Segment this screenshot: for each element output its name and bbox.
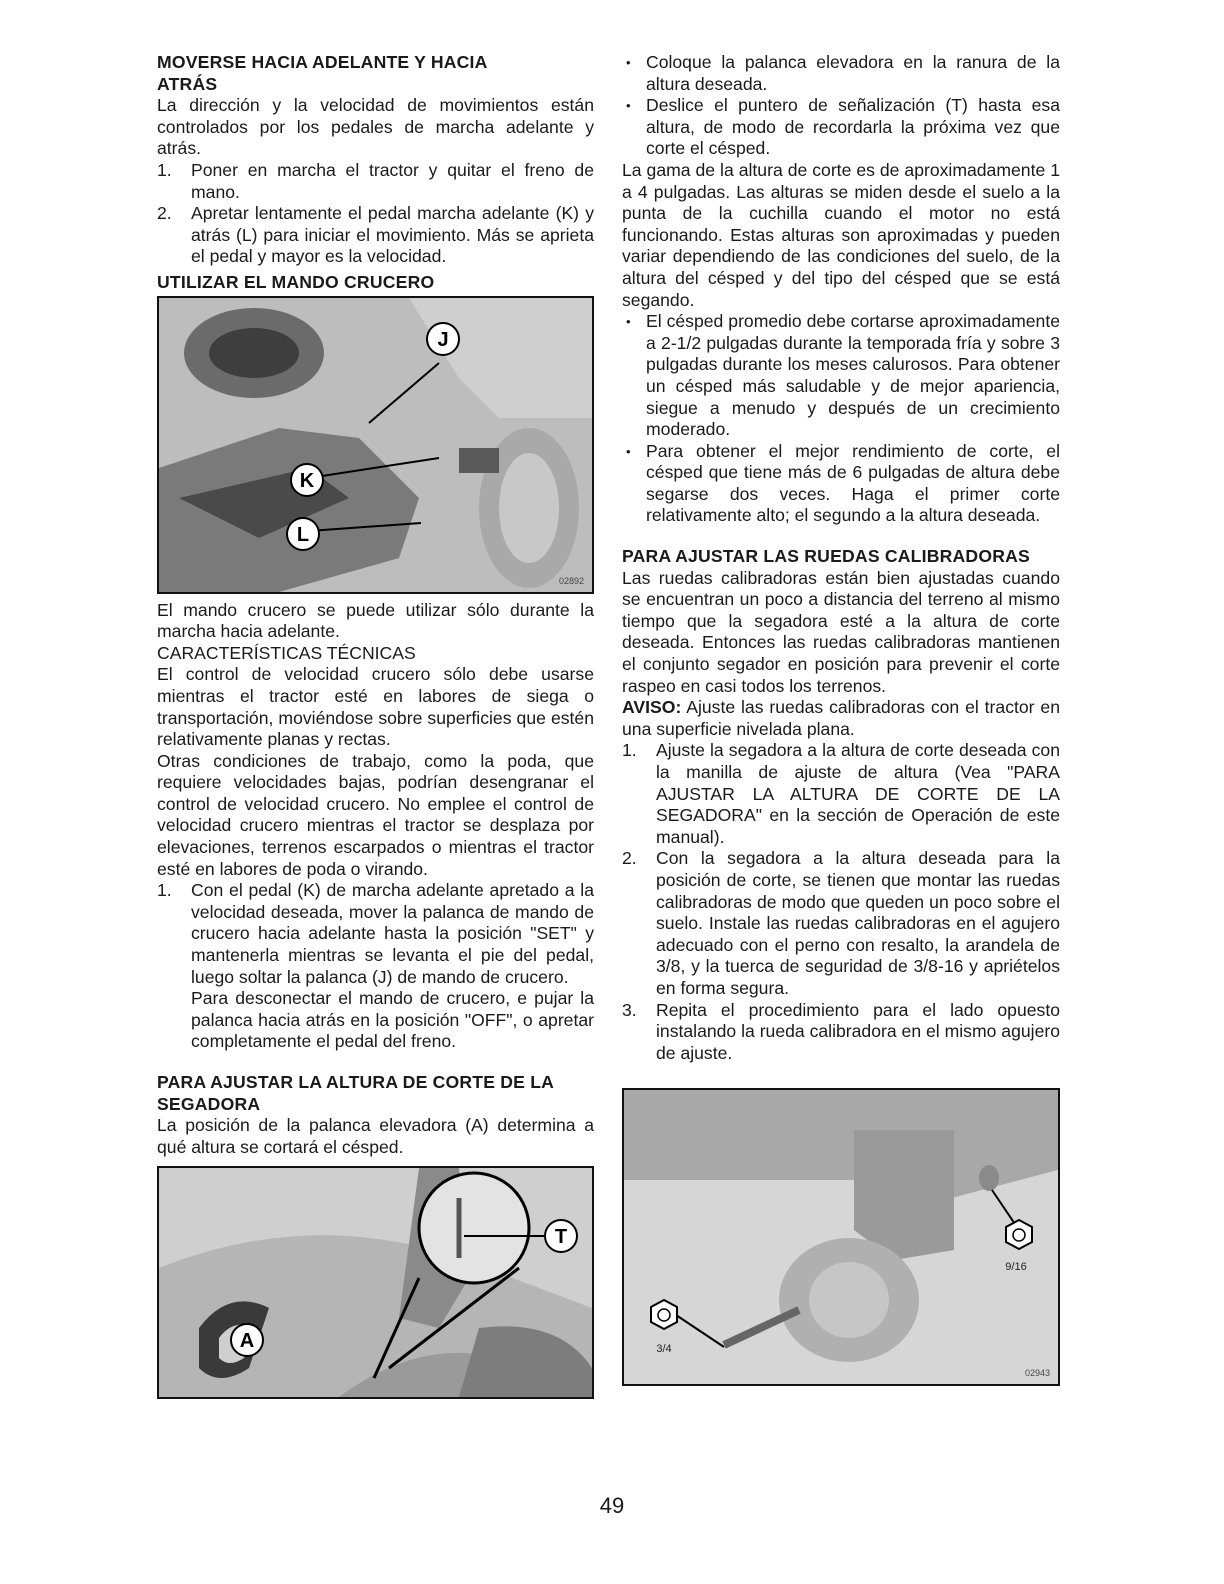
section-title-forward-backward: MOVERSE HACIA ADELANTE Y HACIA ATRÁS [157,52,488,94]
page-number: 49 [599,1493,625,1518]
aviso-paragraph: AVISO: Ajuste las ruedas calibradoras con el tractor en una superficie nivelada plana. [622,697,1060,739]
cruise-p1: El mando crucero se puede utilizar sólo durante la marcha hacia adelante. [157,599,594,642]
list-item: 1. Con el pedal (K) de marcha adelante apretado a la velocidad deseada, mover la palanca de mando de crucero hacia adelante hasta la posición "SET" y mantenerla mientras se levanta el pie del pedal, luego soltar la palanca (J) de mando de crucero. Para desconectar el mando de crucero, e pujar la palanca hacia atrás en la posición "OFF", o apretar completamente el pedal del freno. [157,880,594,1052]
gauge-wheel-figure [622,1088,1060,1386]
list-item: 2. Con la segadora a la altura deseada para la posición de corte, se tienen que montar las ruedas calibradoras de modo que queden un poco sobre el suelo. Instale las ruedas calibradoras en el agujero adecuado con el perno con resalto, la arandela de 3/8, y la tuerca de seguridad de 3/8-16 y apriételos en forma segura. [622,848,1060,998]
cruise-steps [157,880,594,1053]
section-title-gauge-wheels: PARA AJUSTAR LAS RUEDAS CALIBRADORAS [622,546,1030,567]
cutting-height-p1: La posición de la palanca elevadora (A) determina a qué altura se cortará el césped. [157,1115,594,1157]
list-item: • Coloque la palanca elevadora en la ranura de la altura deseada. [622,52,1060,95]
callout-l: L [296,523,310,546]
lift-lever-illustration [159,1168,592,1397]
cruise-p3: Otras condiciones de trabajo, como la poda, que requiere velocidades bajas, podrían desengranar el control de velocidad crucero. No emplee el control de velocidad crucero mientras el tractor se desplaza por elevaciones, terrenos escarpados o mientras el tractor esté en labores de poda o virando. [157,750,594,879]
section-title-cutting-height: PARA AJUSTAR LA ALTURA DE CORTE DE LA SEGADORA [157,1072,554,1114]
callout-k: K [299,469,315,492]
wrench-size-9-16: 9/16 [1005,1261,1027,1274]
left-column [157,52,594,1399]
section1-steps [157,160,594,268]
cutting-height-figure [157,1166,594,1399]
list-item: 1. Ajuste la segadora a la altura de corte deseada con la manilla de ajuste de altura (Vea "PARA AJUSTAR LA ALTURA DE CORTE DE LA SEGADORA" en la sección de Operación de este manual). [622,740,1060,847]
cruise-p2: El control de velocidad crucero sólo debe usarse mientras el tractor esté en labores de siega o transportación, moviéndose sobre superficies que estén relativamente planas y rectas. [157,664,594,750]
callout-t: T [554,1226,568,1249]
right-column [622,52,1060,1386]
list-item: • Para obtener el mejor rendimiento de corte, el césped que tiene más de 6 pulgadas de altura debe segarse dos veces. Haga el primer corte relativamente alto; el segundo a la altura deseada. [622,441,1060,527]
section-title-cruise-control: UTILIZAR EL MANDO CRUCERO [157,271,435,292]
list-item: 1. Poner en marcha el tractor y quitar el freno de mano. [157,159,594,202]
figure-code: 02892 [558,575,584,586]
callout-j: J [437,328,449,351]
lawn-tips-bullets [622,311,1060,527]
aviso-label: AVISO: [622,697,682,718]
section1-intro: La dirección y la velocidad de movimientos están controlados por los pedales de marcha adelante y atrás. [157,95,594,159]
cruise-control-figure [157,296,594,594]
wrench-size-3-4: 3/4 [656,1343,672,1356]
cruise-control-illustration [159,298,592,592]
subheading-technical: CARACTERÍSTICAS TÉCNICAS [157,642,416,663]
height-bullets [622,52,1060,160]
gauge-wheels-p1: Las ruedas calibradoras están bien ajustadas cuando se encuentran un poco a distancia del terreno al mismo tiempo que la segadora esté a la altura de corte deseada. Entonces las ruedas calibradoras mantienen el conjunto segador en posición para prevenir el corte raspeo en casi todos los terrenos. [622,567,1060,696]
figure-code: 02943 [1024,1368,1050,1379]
gauge-wheels-steps [622,740,1060,1064]
list-item: 3. Repita el procedimiento para el lado opuesto instalando la rueda calibradora en el mismo agujero de ajuste. [622,999,1060,1063]
list-item: 2. Apretar lentamente el pedal marcha adelante (K) y atrás (L) para iniciar el movimiento. Más se aprieta el pedal y mayor es la velocidad. [157,203,594,267]
list-item: • Deslice el puntero de señalización (T) hasta esa altura, de modo de recordarla la próxima vez que corte el césped. [622,95,1060,160]
gauge-wheel-illustration [624,1090,1058,1384]
list-item: • El césped promedio debe cortarse aproximadamente a 2-1/2 pulgadas durante la temporada fría y sobre 3 pulgadas durante los meses calurosos. Para obtener un césped más saludable y de mejor apariencia, siegue a menudo y después de un crecimiento moderado. [622,311,1060,441]
callout-a: A [239,1330,255,1353]
height-range-paragraph: La gama de la altura de corte es de aproximadamente 1 a 4 pulgadas. Las alturas se miden desde el suelo a la punta de la cuchilla cuando el motor no está funcionando. Estas alturas son aproximadas y pueden variar dependiendo de las condiciones del suelo, de la altura del césped y del tipo del césped que se está segando. [622,159,1060,310]
